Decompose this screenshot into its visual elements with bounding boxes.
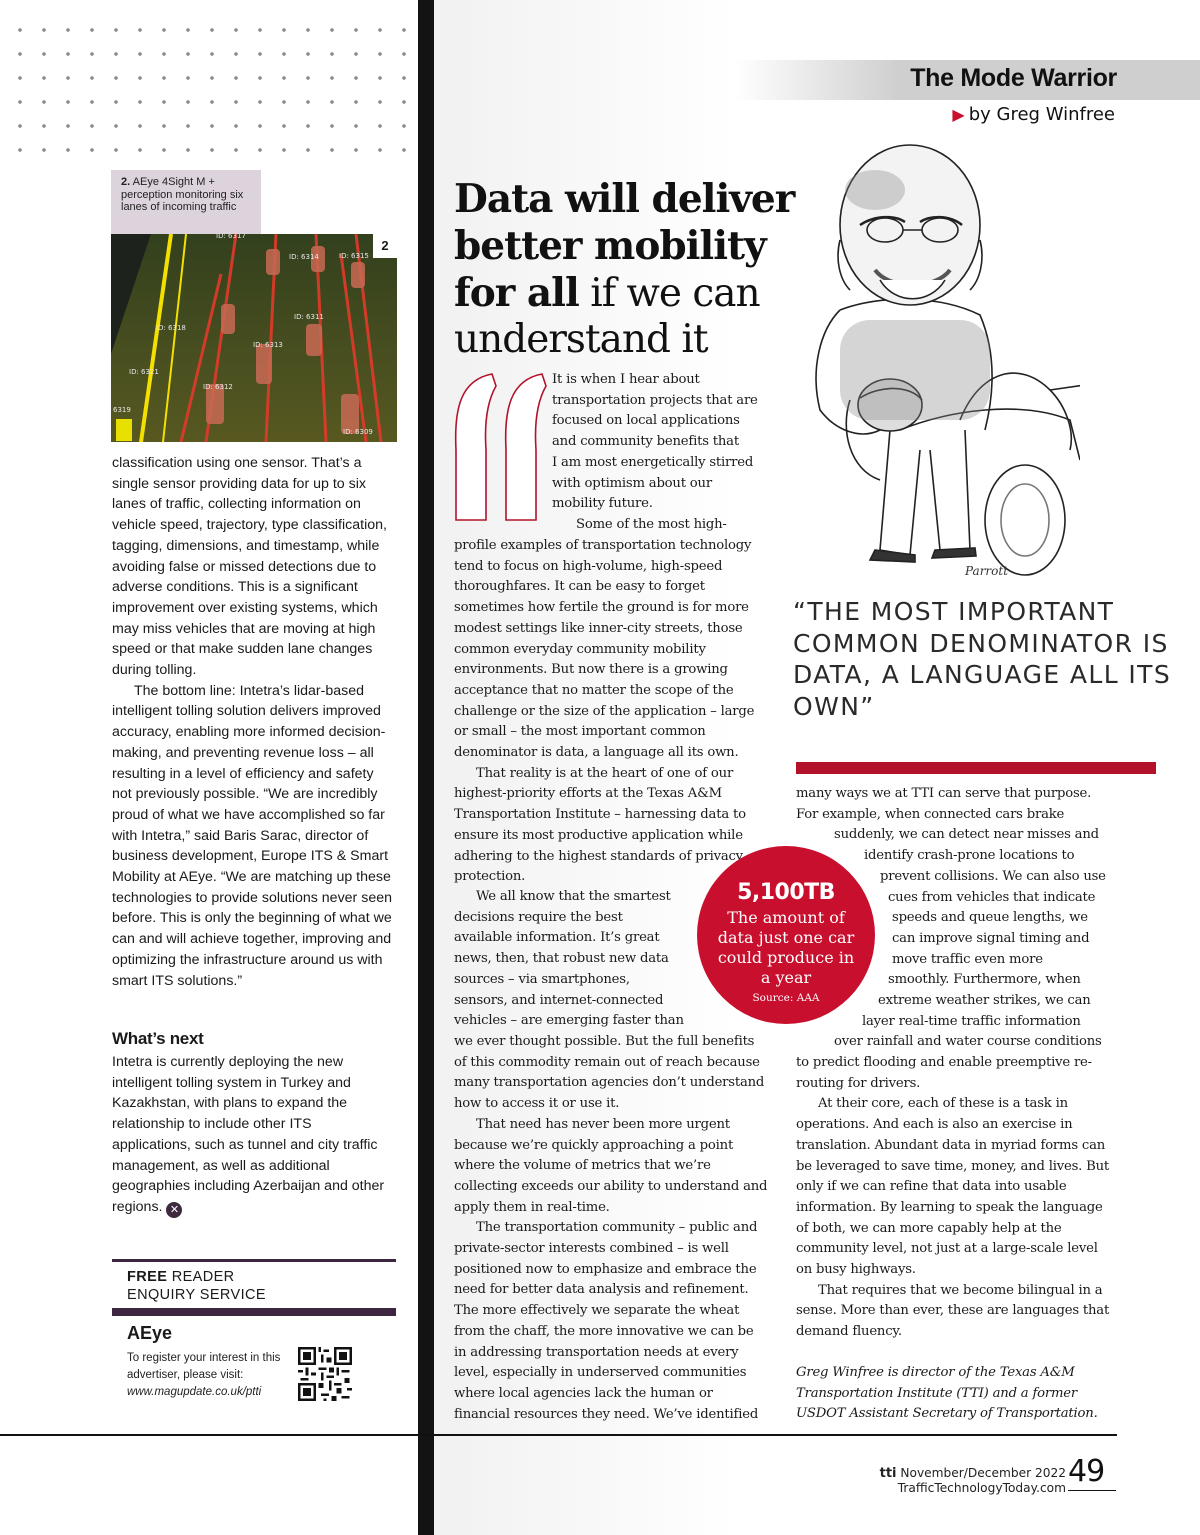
svg-text:ID: 6313: ID: 6313	[253, 341, 283, 349]
caricature-illustration	[780, 130, 1080, 590]
article-line: over rainfall and water course conditions	[834, 1034, 1102, 1050]
pull-quote-bar	[796, 762, 1156, 774]
stat-source: Source: AAA	[752, 992, 820, 1004]
article-line: decisions require the best	[454, 909, 623, 925]
stat-callout	[697, 846, 875, 1024]
page-number: 49	[1068, 1454, 1105, 1489]
stat-number: 5,100TB	[737, 880, 835, 905]
article-column-1-lower	[454, 1032, 768, 1425]
headline-bold: Data will deliver better mobility for all	[454, 176, 795, 316]
article-column-2	[796, 1053, 1112, 1343]
svg-text:ID: 6309: ID: 6309	[343, 428, 373, 436]
article-paragraph-7: At their core, each of these is a task in operations. And each is also an exercise in translation. Abundant data in myriad forms can be leveraged to save time, money, and lives. But only if we can refine that data into usable information. By learning to speak the language of both, we can more capably help at the community level, not just at a large-scale level on busy highways.	[796, 1096, 1110, 1278]
bottom-rule	[0, 1434, 1117, 1436]
article-line: smoothly. Furthermore, when	[888, 972, 1081, 988]
page-gutter	[418, 0, 434, 1535]
pull-quote: “THE MOST IMPORTANT COMMON DENOMINATOR IS DATA, A LANGUAGE ALL ITS OWN”	[793, 597, 1172, 721]
article-paragraph-5: The transportation community – public and private-sector interests combined – is well positioned now to emphasize and embrace the need for better data analysis and refinement. The more effectively we separate the wheat from the chaff, the more innovative we can be in addressing transportation needs at every level, especially in underserved communities where local agencies lack the human or financial resources they need. We’ve identified	[454, 1220, 759, 1422]
intro-line: mobility future.	[552, 496, 653, 512]
lidar-figure	[111, 234, 397, 442]
article-paragraph-3: we ever thought possible. But the full benefits of this commodity remain out of reach because many transportation agencies don’t understand how to access it or use it.	[454, 1034, 765, 1112]
left-column-text	[112, 453, 394, 991]
article-line: available information. It’s great	[454, 930, 660, 946]
footer-issue: tti November/December 2022 TrafficTechnologyToday.com	[879, 1466, 1066, 1495]
article-paragraph-2: That reality is at the heart of one of our highest-priority efforts at the Texas A&M Transportation Institute – harnessing data to ensure its most productive application while adhering to the highest standards of privacy protection.	[454, 765, 746, 885]
enquiry-title: FREE READER ENQUIRY SERVICE	[127, 1269, 266, 1303]
article-line: For example, when connected cars brake	[796, 806, 1065, 822]
svg-text:ID: 6314: ID: 6314	[289, 253, 319, 261]
lidar-pointcloud-image	[111, 234, 397, 442]
enquiry-company: AEye	[127, 1323, 173, 1343]
article-line: move traffic even more	[892, 951, 1043, 967]
page-number-rule	[1068, 1490, 1116, 1491]
figure-caption: 2. AEye 4Sight M + perception monitoring six lanes of incoming traffic	[111, 170, 261, 234]
article-paragraph-8: That requires that we become bilingual in a sense. More than ever, these are languages that demand fluency.	[796, 1282, 1110, 1340]
svg-text:ID: 6315: ID: 6315	[339, 252, 369, 260]
byline: ▶ by Greg Winfree	[952, 104, 1115, 125]
svg-text:ID: 6321: ID: 6321	[129, 368, 159, 376]
intro-line: focused on local applications	[552, 413, 740, 429]
article-line: many ways we at TTI can serve that purpose.	[796, 786, 1092, 801]
intro-line: Some of the most high-	[576, 516, 727, 532]
artist-signature: Parrott	[965, 564, 1009, 578]
svg-text:ID: 6311: ID: 6311	[294, 313, 324, 321]
subhead-whats-next: What’s next	[112, 1029, 204, 1048]
enquiry-bar	[112, 1308, 396, 1316]
enquiry-link[interactable]: www.magupdate.co.uk/ptti	[127, 1386, 262, 1398]
headline	[454, 176, 834, 363]
headline-light: if we can understand it	[454, 271, 760, 362]
intro-line: with optimism about our	[552, 475, 712, 491]
qr-code-icon[interactable]	[298, 1347, 352, 1401]
svg-text:ID: 6312: ID: 6312	[203, 383, 233, 391]
stat-description: The amount of data just one car could produce in a year	[717, 908, 855, 987]
article-line: news, then, that robust new data	[454, 951, 669, 967]
article-line: extreme weather strikes, we can	[878, 993, 1091, 1009]
article-line: cues from vehicles that indicate	[888, 889, 1096, 905]
intro-line: I am most energetically stirred	[552, 454, 754, 470]
enquiry-text: To register your interest in this advertiser, please visit: www.magupdate.co.uk/ptti	[127, 1352, 281, 1398]
figure-number-badge: 2	[373, 234, 397, 258]
article-line: We all know that the smartest	[476, 889, 671, 904]
triangle-right-icon: ▶	[952, 105, 965, 124]
article-line: prevent collisions. We can also use	[880, 868, 1106, 884]
quote-mark-icon	[450, 370, 550, 530]
svg-text:ID: 6318: ID: 6318	[156, 324, 186, 332]
left-paragraph-3: Intetra is currently deploying the new intelligent tolling system in Turkey and Kazakhstan, with plans to expand the relationship to include other ITS applications, such as tunnel and city traffic management, as well as additional geographies including Azerbaijan and other regions. ✕	[112, 1054, 385, 1216]
article-column-1-wrap	[454, 887, 694, 1032]
footer-site[interactable]: TrafficTechnologyToday.com	[897, 1481, 1066, 1495]
intro-line: transportation projects that are	[552, 392, 758, 408]
article-paragraph-4: That need has never been more urgent because we’re quickly approaching a point where the volume of metrics that we’re collecting exceeds our ability to understand and apply them in real-time.	[454, 1116, 768, 1215]
dot-pattern	[8, 18, 416, 154]
left-paragraph-2: The bottom line: Intetra’s lidar-based intelligent tolling solution delivers improved accuracy, enabling more informed decision-making, and preventing revenue loss – all resulting in a level of efficiency and safety not previously possible. “We are incredibly proud of what we have accomplished so far with Intetra,” said Baris Sarac, director of business development, Europe ITS & Smart Mobility at AEye. “We are matching up these technologies to provide solutions never seen before. This is only the beginning of what we can and will achieve together, improving and optimizing the infrastructure around us with smart ITS solutions.”	[112, 682, 392, 989]
left-paragraph-1: classification using one sensor. That’s a single sensor providing data for up to six lanes of traffic, collecting information on vehicle speed, trajectory, type classification, tagging, dimensions, and timestamp, while avoiding false or missed detections due to adverse conditions. This is a significant improvement over existing systems, which may miss vehicles that are moving at high speed or that make sudden lane changes during tolling.	[112, 455, 387, 679]
article-intro	[552, 370, 772, 536]
svg-text:6319: 6319	[113, 406, 131, 414]
author-bio: Greg Winfree is director of the Texas A&M Transportation Institute (TTI) and a former USDOT Assistant Secretary of Transportation.	[796, 1365, 1098, 1422]
article-paragraph-1: profile examples of transportation technology tend to focus on high-volume, high-speed thoroughfares. It can be easy to forget sometimes how fertile the ground is for more modest settings like inner-city streets, those common everyday community mobility environments. But now there is a growing acceptance that no matter the scope of the challenge or the size of the application – large or small – the most important common denominator is data, a language all its own.	[454, 538, 755, 761]
intro-line: and community benefits that	[552, 434, 739, 450]
enquiry-top-rule	[112, 1259, 396, 1262]
article-line: suddenly, we can detect near misses and	[834, 827, 1099, 843]
article-column-1	[454, 536, 766, 888]
article-line: layer real-time traffic information	[862, 1013, 1081, 1029]
article-paragraph-6: to predict flooding and enable preemptive re-routing for drivers.	[796, 1055, 1092, 1091]
article-line: sensors, and internet-connected	[454, 992, 664, 1008]
end-mark-icon: ✕	[166, 1202, 182, 1218]
left-column-text-2	[112, 1052, 394, 1218]
article-line: identify crash-prone locations to	[864, 848, 1075, 864]
article-line: vehicles – are emerging faster than	[454, 1013, 684, 1029]
svg-text:ID: 6317: ID: 6317	[216, 234, 246, 240]
section-title: The Mode Warrior	[910, 64, 1117, 92]
article-line: sources – via smartphones,	[454, 971, 630, 987]
article-line: speeds and queue lengths, we	[892, 910, 1088, 926]
intro-line: It is when I hear about	[552, 372, 700, 387]
article-line: can improve signal timing and	[892, 930, 1090, 946]
